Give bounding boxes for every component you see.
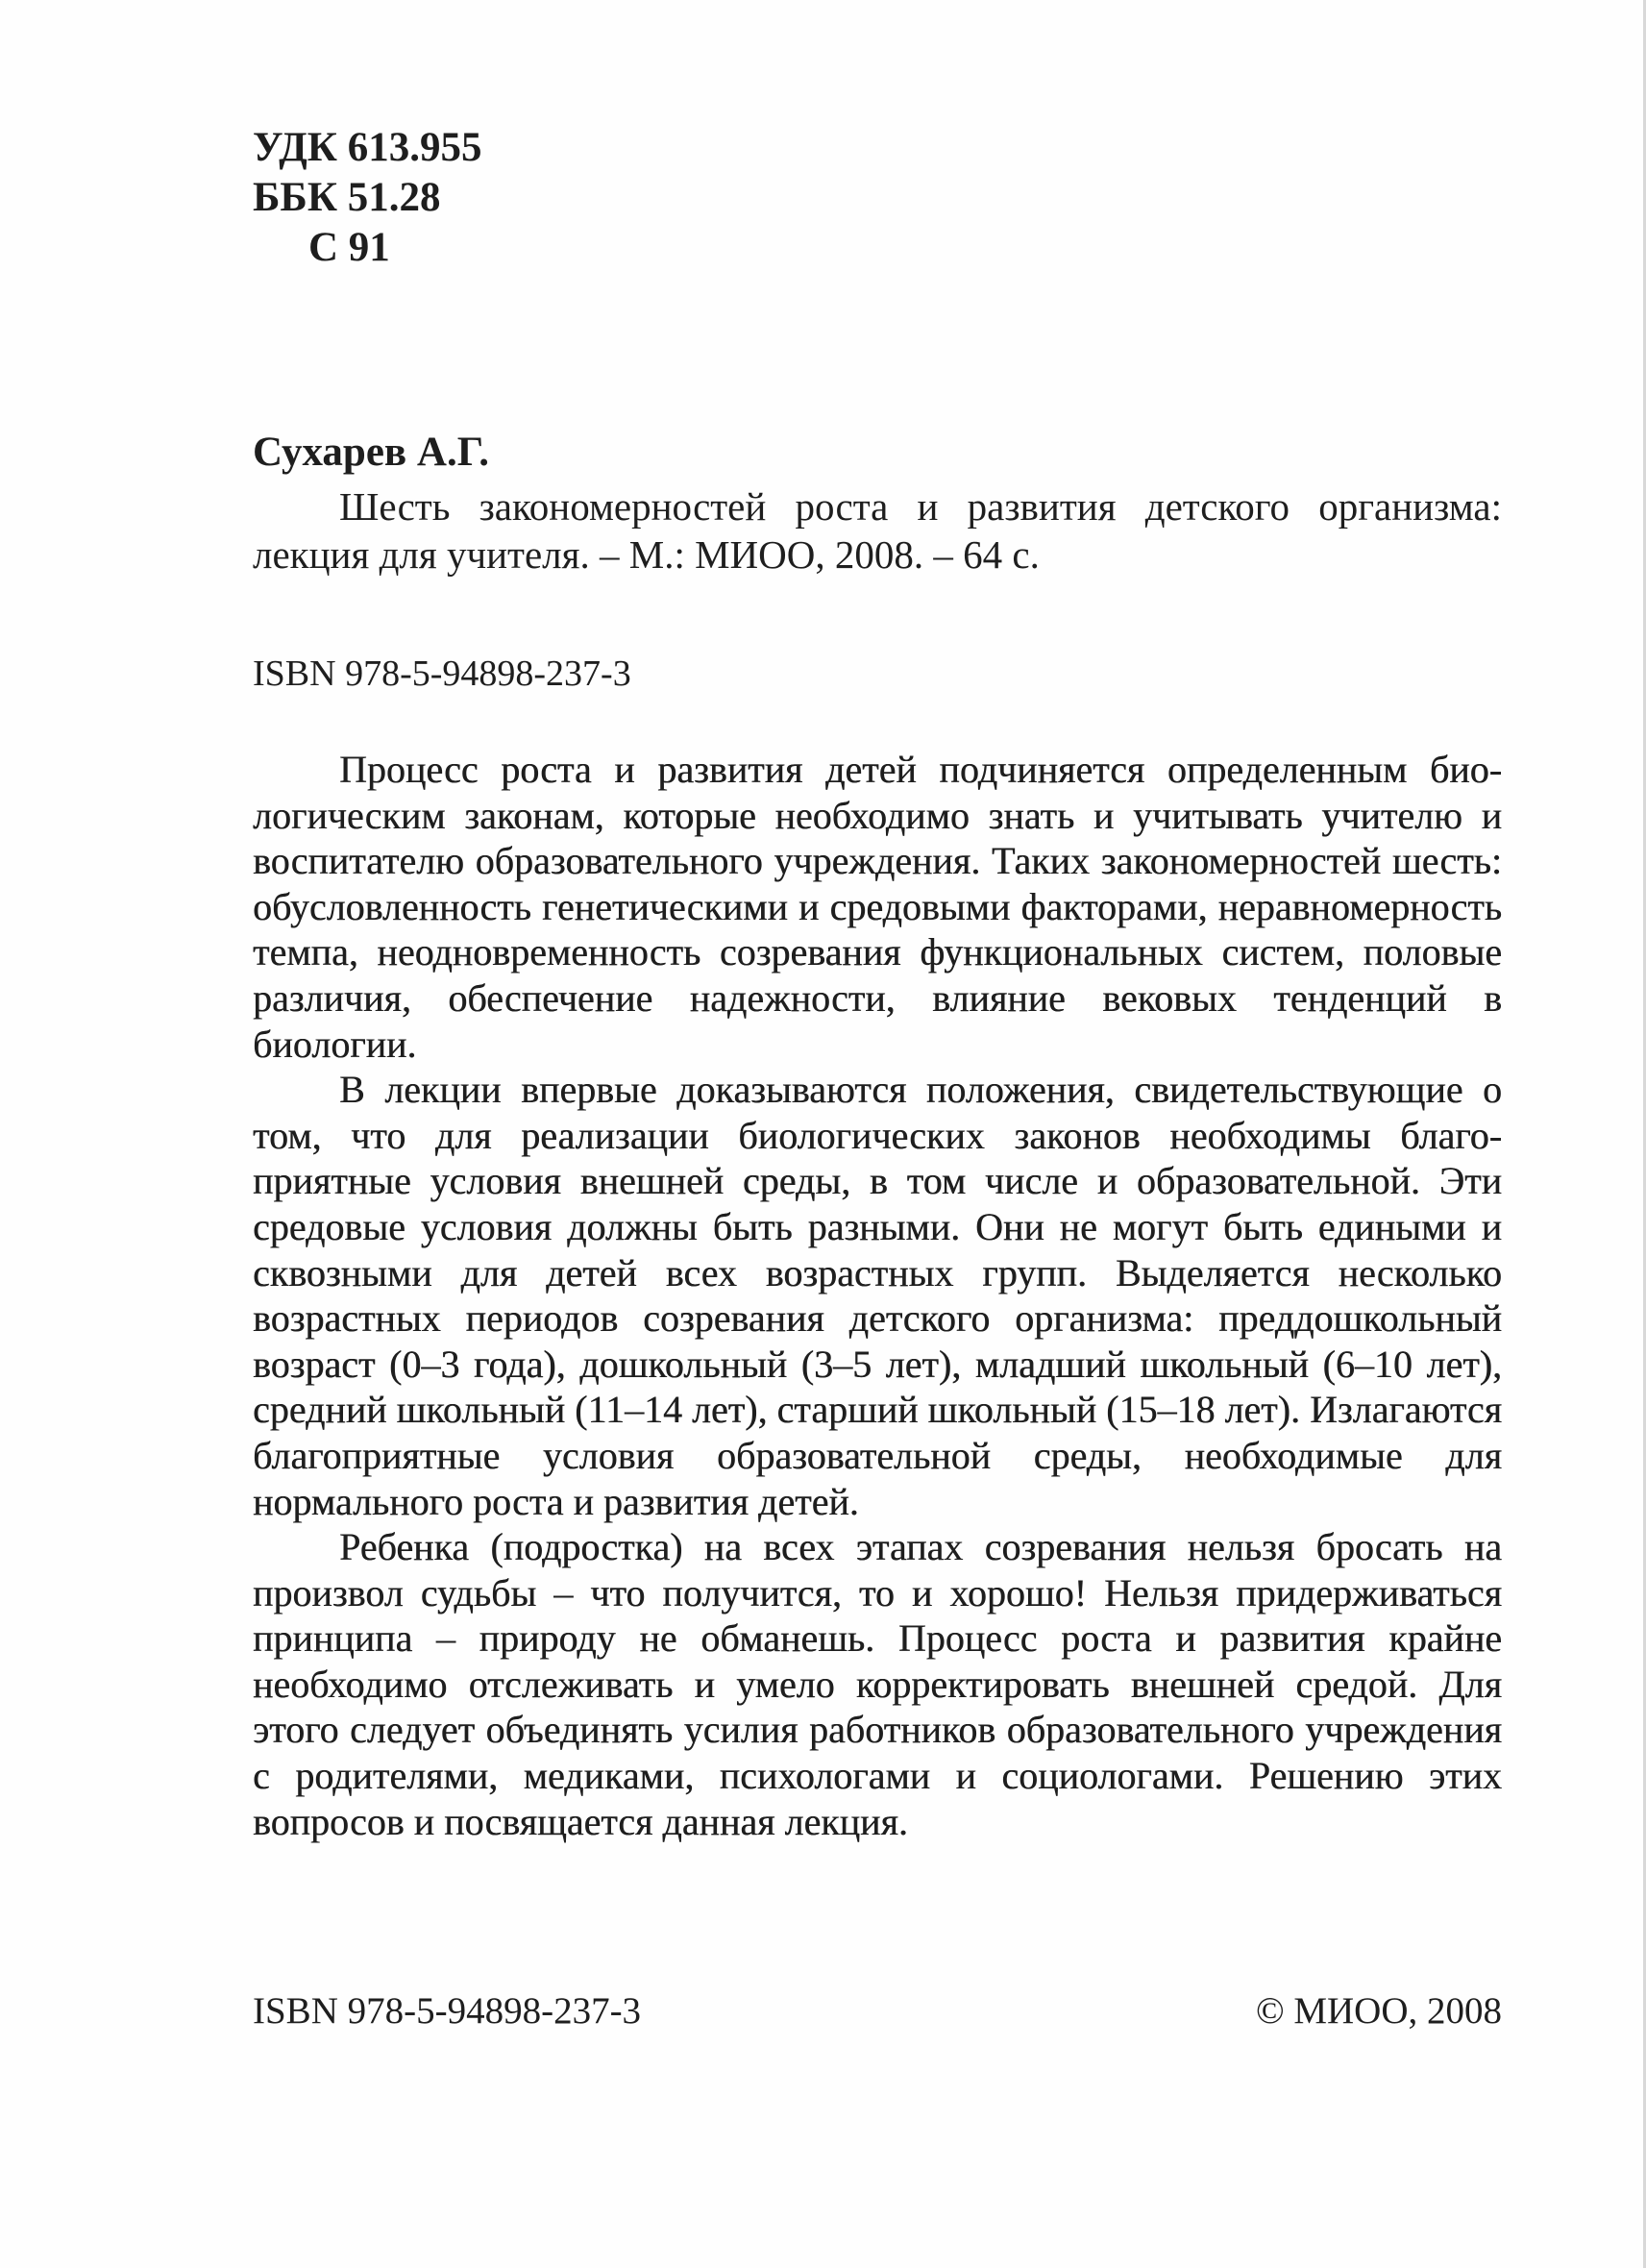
copyright-notice: © МИОО, 2008 [1255,1990,1502,2032]
isbn-top: ISBN 978-5-94898-237-3 [253,653,631,694]
abstract-paragraph-1: Процесс роста и развития детей подчиняется определенным биологическим законам, которые необходимо знать и учитывать учителю и воспитателю образовательного учреждения. Таких закономерностей шесть: обусловленность генетическими и средовыми факторами, неравномерность темпа, неодновременность созревания функциональных систем, половые различия, обеспечение надежности, влияние вековых тенденций в биологии. [253,748,1502,1066]
abstract-paragraph-2: В лекции впервые доказываются положения, свидетельствующие о том, что для реализации биологических законов необходимы благоприятные условия внешней среды, в том числе и образовательной. Эти средовые условия должны быть разными. Они не могут быть едиными и сквозными для детей всех возрастных групп. Выделяется несколько возрастных периодов созревания детского организма: преддошкольный возраст (0–3 года), дошкольный (3–5 лет), младший школьный (6–10 лет), средний школьный (11–14 лет), старший школьный (15–18 лет). Излагаются благоприятные условия образовательной среды, необходимые для нормального роста и развития детей. [253,1068,1502,1523]
author-mark: С 91 [308,225,390,270]
udk-code: УДК 613.955 [253,125,482,170]
bbk-code: ББК 51.28 [253,175,441,220]
footer-isbn: ISBN 978-5-94898-237-3 [253,1990,642,2032]
classification-block [253,123,481,273]
author-name: Сухарев А.Г. [253,430,489,475]
abstract [253,747,1502,1844]
bibliographic-citation: Шесть закономерностей роста и развития детского организма: лекция для учителя. – М.: МИОО, 2008. – 64 с. [253,484,1502,577]
abstract-paragraph-3: Ребенка (подростка) на всех этапах созревания нельзя бросать на произвол судьбы – что получится, то и хорошо! Нельзя придерживаться принципа – природу не обманешь. Процесс роста и развития крайне необходимо отслеживать и умело корректировать внешней средой. Для этого следует объединять усилия работников образовательного учреждения с родителями, медиками, психологами и социологами. Решению этих вопросов и посвящается данная лекция. [253,1525,1502,1843]
